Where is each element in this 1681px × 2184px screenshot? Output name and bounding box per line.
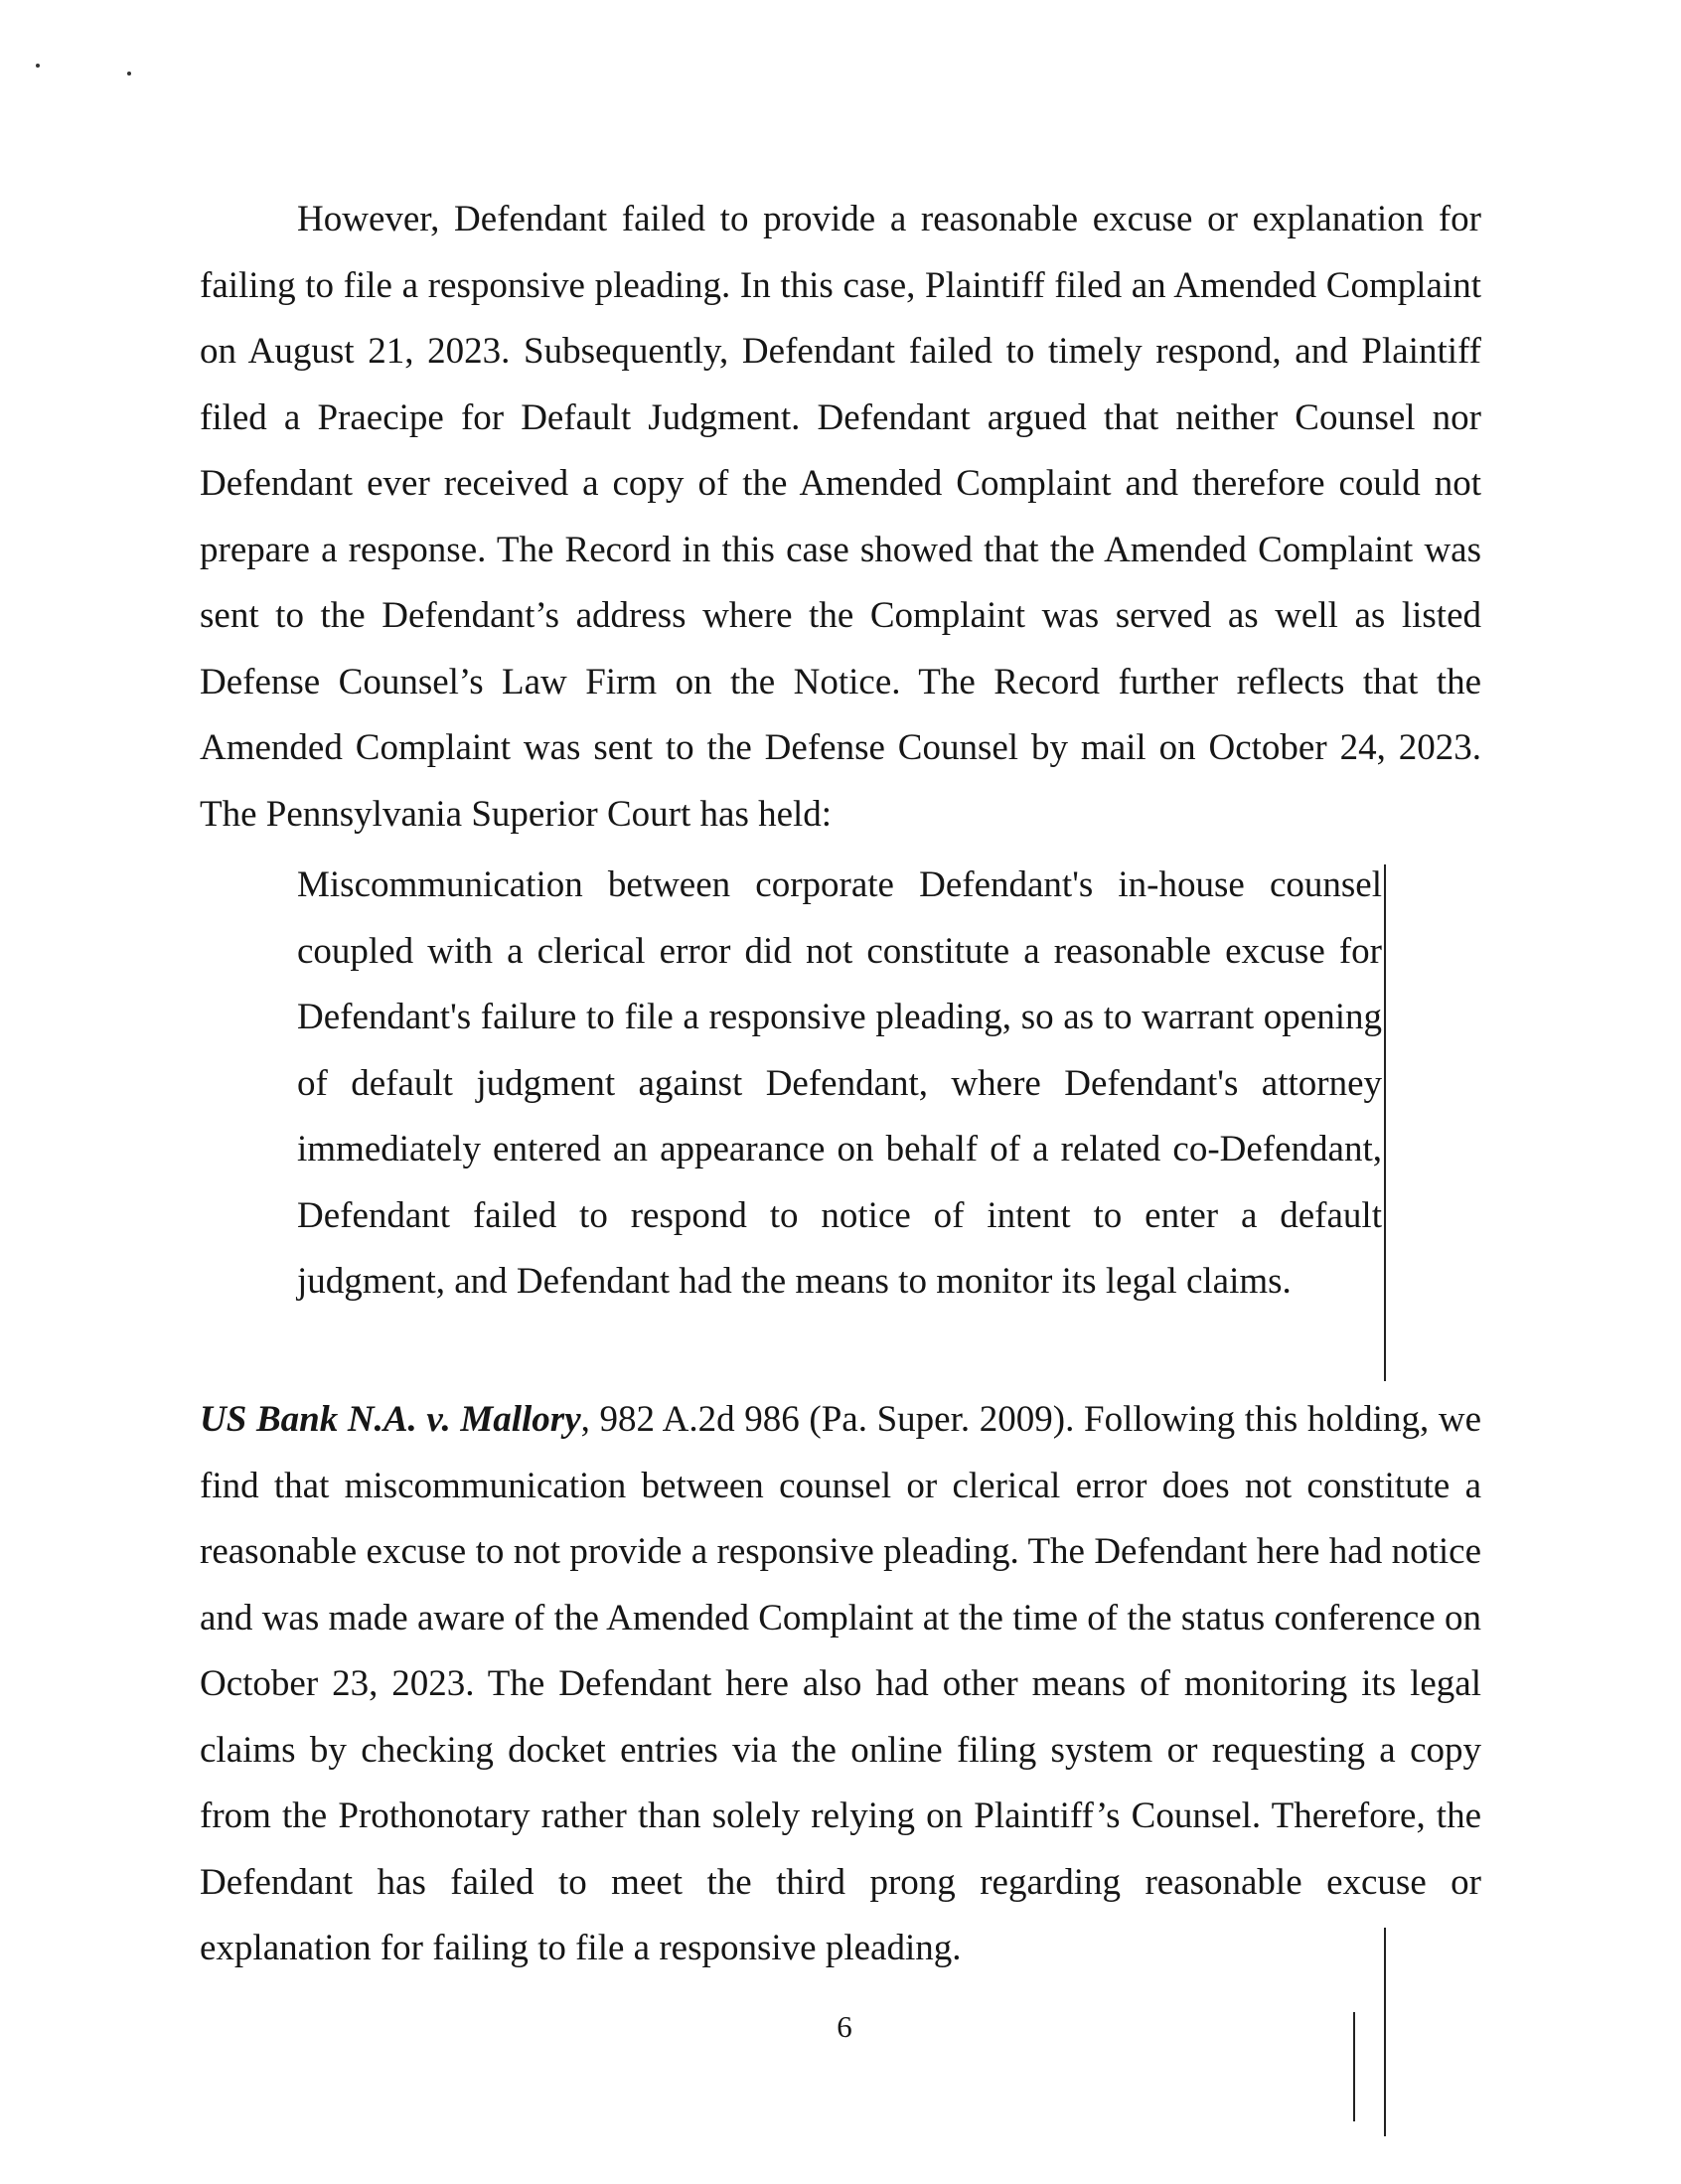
scan-artifact-line [1384, 864, 1386, 1381]
scan-artifact-line [1384, 1928, 1386, 2136]
block-quote: Miscommunication between corporate Defendant's in-house counsel coupled with a clerical error did not constitute a reasonable excuse for Defendant's failure to file a responsive pleading, so as to warrant opening of default judgment against Defendant, where Defendant's attorney immediately entered an appearance on behalf of a related co-Defendant, Defendant failed to respond to notice of intent to enter a default judgment, and Defendant had the means to monitor its legal claims. [297, 864, 1382, 1302]
scan-speck [36, 64, 40, 68]
citation-paragraph-text: , 982 A.2d 986 (Pa. Super. 2009). Following this holding, we find that miscommunication between counsel or clerical error does not constitute a reasonable excuse to not provide a responsive pleading. The Defendant here had notice and was made aware of the Amended Complaint at the time of the status conference on October 23, 2023. The Defendant here also had other means of monitoring its legal claims by checking docket entries via the online filing system or requesting a copy from the Prothonotary rather than solely relying on Plaintiff’s Counsel. Therefore, the Defendant has failed to meet the third prong regarding reasonable excuse or explanation for failing to file a responsive pleading. [200, 1399, 1481, 1968]
scan-speck [127, 72, 131, 76]
body-paragraph: However, Defendant failed to provide a reasonable excuse or explanation for failing to file a responsive pleading. In this case, Plaintiff filed an Amended Complaint on August 21, 2023. Subsequently, Defendant failed to timely respond, and Plaintiff filed a Praecipe for Default Judgment. Defendant argued that neither Counsel nor Defendant ever received a copy of the Amended Complaint and therefore could not prepare a response. The Record in this case showed that the Amended Complaint was sent to the Defendant’s address where the Complaint was served as well as listed Defense Counsel’s Law Firm on the Notice. The Record further reflects that the Amended Complaint was sent to the Defense Counsel by mail on October 24, 2023. The Pennsylvania Superior Court has held: [200, 199, 1481, 835]
case-citation-name: US Bank N.A. v. Mallory [200, 1399, 581, 1440]
page-number: 6 [837, 2009, 852, 2044]
scan-artifact-line [1353, 2012, 1355, 2121]
body-paragraph-citation [200, 1387, 1481, 1982]
